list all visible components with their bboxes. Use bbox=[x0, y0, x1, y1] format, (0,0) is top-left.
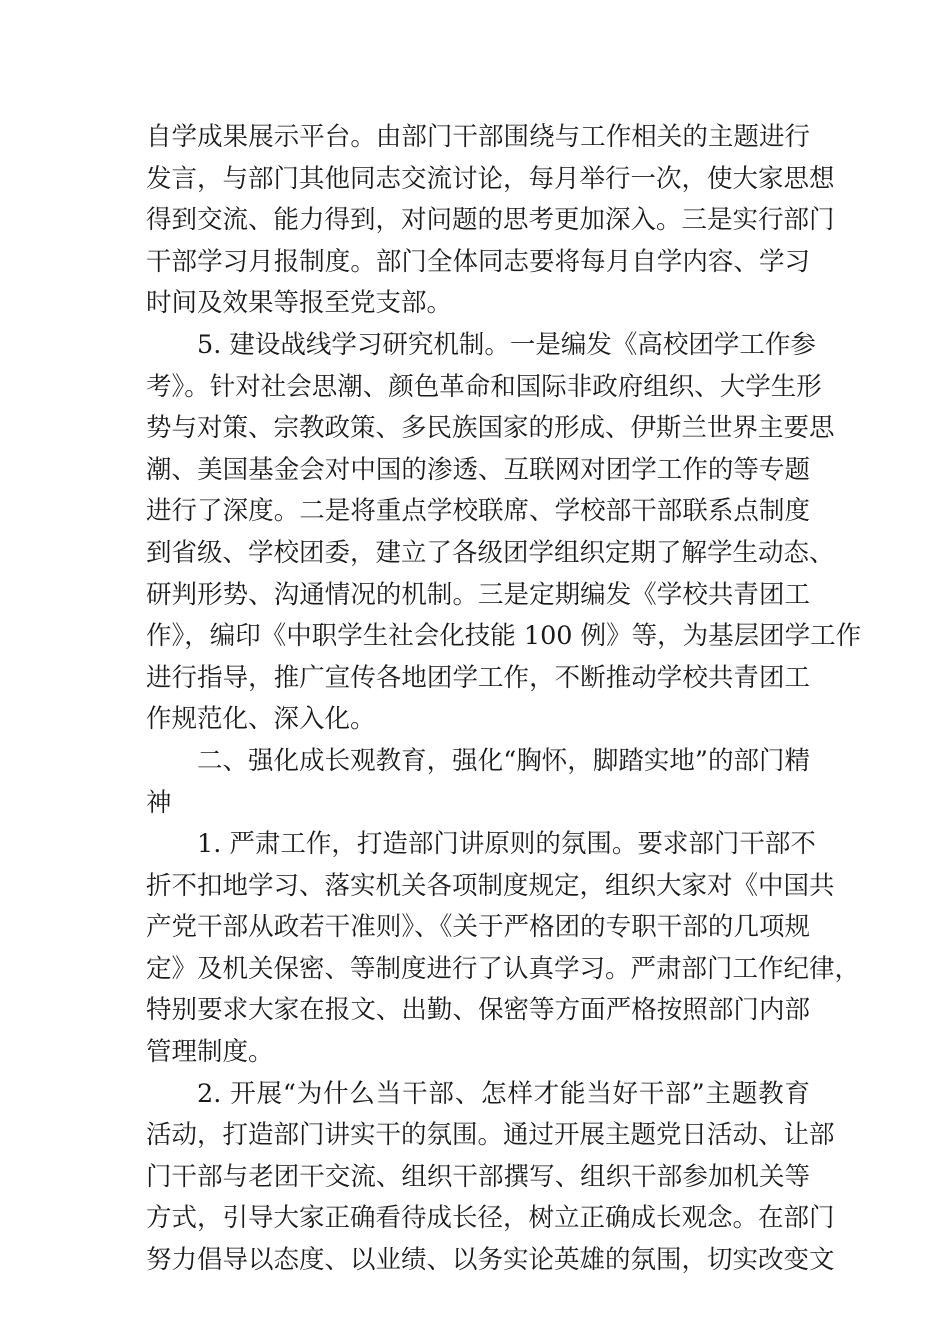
text-line: 干部学习月报制度。部门全体同志要将每月自学内容、学习 bbox=[146, 246, 810, 277]
text-line: 进行指导，推广宣传各地团学工作，不断推动学校共青团工 bbox=[146, 662, 810, 693]
text-line: 2. 开展“为什么当干部、怎样才能当好干部”主题教育 bbox=[197, 1078, 810, 1109]
text-line: 管理制度。 bbox=[146, 1037, 274, 1068]
text-line: 神 bbox=[146, 787, 172, 818]
text-line: 研判形势、沟通情况的机制。三是定期编发《学校共青团工 bbox=[146, 579, 810, 610]
document-body bbox=[146, 117, 862, 1282]
text-line: 进行了深度。二是将重点学校联席、学校部干部联系点制度 bbox=[146, 496, 810, 527]
text-line: 得到交流、能力得到，对问题的思考更加深入。三是实行部门 bbox=[146, 205, 835, 236]
text-line: 产党干部从政若干准则》、《关于严格团的专职干部的几项规 bbox=[146, 912, 810, 943]
text-line: 1. 严肃工作，打造部门讲原则的氛围。要求部门干部不 bbox=[197, 829, 816, 860]
text-line: 潮、美国基金会对中国的渗透、互联网对团学工作的等专题 bbox=[146, 454, 810, 485]
text-line: 活动，打造部门讲实干的氛围。通过开展主题党日活动、让部 bbox=[146, 1120, 835, 1151]
text-line: 时间及效果等报至党支部。 bbox=[146, 288, 453, 319]
text-line: 作》，编印《中职学生社会化技能 100 例》等，为基层团学工作 bbox=[146, 621, 862, 652]
text-line: 考》。针对社会思潮、颜色革命和国际非政府组织、大学生形 bbox=[146, 371, 822, 402]
text-line: 努力倡导以态度、以业绩、以务实论英雄的氛围，切实改变文 bbox=[146, 1245, 835, 1276]
text-line: 发言，与部门其他同志交流讨论，每月举行一次，使大家思想 bbox=[146, 163, 835, 194]
text-line: 势与对策、宗教政策、多民族国家的形成、伊斯兰世界主要思 bbox=[146, 413, 835, 444]
text-line: 自学成果展示平台。由部门干部围绕与工作相关的主题进行 bbox=[146, 122, 810, 152]
text-line: 定》及机关保密、等制度进行了认真学习。严肃部门工作纪律， bbox=[146, 953, 861, 984]
text-line: 方式，引导大家正确看待成长径，树立正确成长观念。在部门 bbox=[146, 1203, 835, 1234]
text-line: 作规范化、深入化。 bbox=[146, 704, 376, 735]
text-line: 5. 建设战线学习研究机制。一是编发《高校团学工作参 bbox=[197, 329, 816, 360]
text-line: 二、强化成长观教育，强化“胸怀，脚踏实地”的部门精 bbox=[197, 745, 810, 776]
text-line: 到省级、学校团委，建立了各级团学组织定期了解学生动态、 bbox=[146, 537, 835, 568]
text-line: 折不扣地学习、落实机关各项制度规定，组织大家对《中国共 bbox=[146, 870, 835, 901]
text-line: 门干部与老团干交流、组织干部撰写、组织干部参加机关等 bbox=[146, 1161, 810, 1192]
text-line: 特别要求大家在报文、出勤、保密等方面严格按照部门内部 bbox=[146, 995, 810, 1026]
